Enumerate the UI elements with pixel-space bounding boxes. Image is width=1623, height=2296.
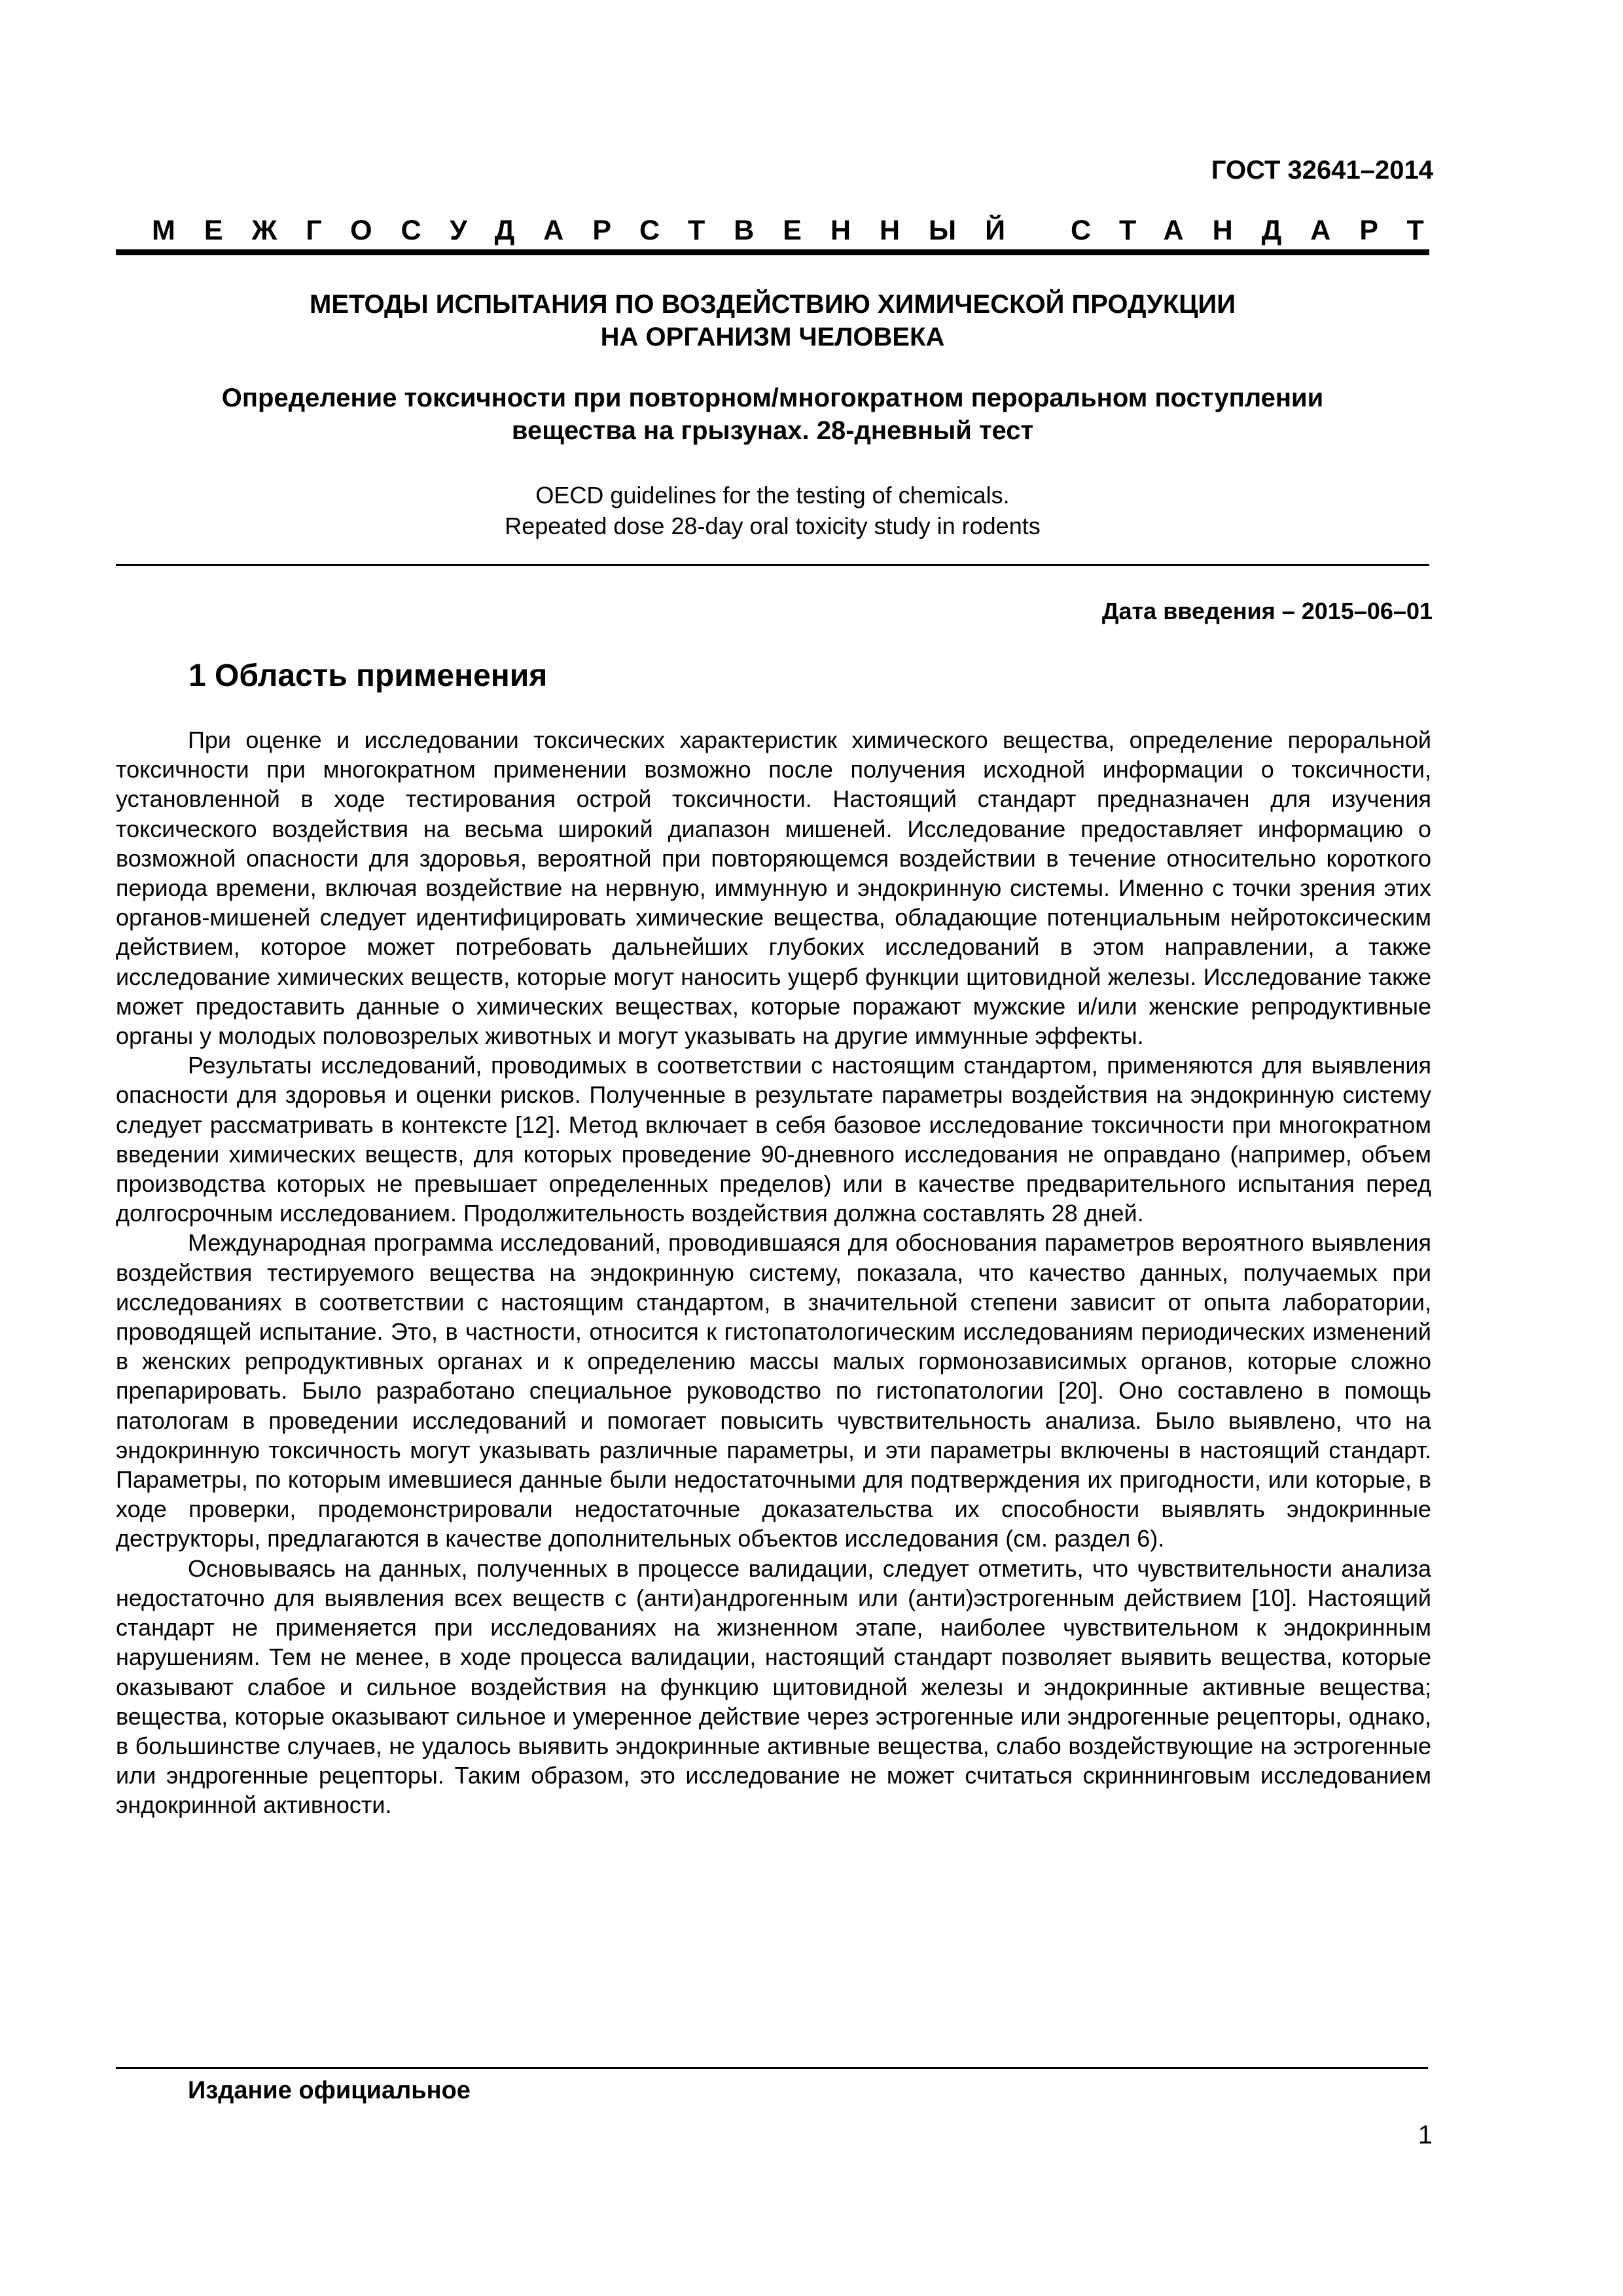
- header-divider: [116, 249, 1429, 255]
- introduction-date: Дата введения – 2015–06–01: [1101, 598, 1433, 624]
- paragraph: Основываясь на данных, полученных в процессе валидации, следует отметить, что чувствительности анализа недостаточно для выявления всех веществ с (анти)андрогенным или (анти)эстрогенным действием [10]. Настоящий стандарт не применяется при исследованиях на жизненном этапе, наиболее чувствительном к эндокринным нарушениям. Тем не менее, в ходе процесса валидации, настоящий стандарт позволяет выявить вещества, которые оказывают слабое и сильное воздействия на функцию щитовидной железы и эндокринные активные вещества; вещества, которые оказывают сильное и умеренное действие через эстрогенные или эндрогенные рецепторы, однако, в большинстве случаев, не удалось выявить эндокринные активные вещества, слабо воздействующие на эстрогенные или эндрогенные рецепторы. Таким образом, это исследование не может считаться скриннинговым исследованием эндокринной активности.: [116, 1554, 1431, 1819]
- paragraph: При оценке и исследовании токсических характеристик химического вещества, определение пероральной токсичности при многократном применении возможно после получения исходной информации о токсичности, установленной в ходе тестирования острой токсичности. Настоящий стандарт предназначен для изучения токсического воздействия на весьма широкий диапазон мишеней. Исследование предоставляет информацию о возможной опасности для здоровья, вероятной при повторяющемся воздействии в течение относительно короткого периода времени, включая воздействие на нервную, иммунную и эндокринную системы. Именно с точки зрения этих органов-мишеней следует идентифицировать химические вещества, обладающие потенциальным нейротоксическим действием, которое может потребовать дальнейших глубоких исследований в этом направлении, а также исследование химических веществ, которые могут наносить ущерб функции щитовидной железы. Исследование также может предоставить данные о химических веществах, которые поражают мужские и/или женские репродуктивные органы у молодых половозрелых животных и могут указывать на другие иммунные эффекты.: [116, 726, 1431, 1050]
- section-heading: 1 Область применения: [188, 658, 548, 693]
- title-divider: [116, 564, 1429, 566]
- main-title-line-1: МЕТОДЫ ИСПЫТАНИЯ ПО ВОЗДЕЙСТВИЮ ХИМИЧЕСКОЙ ПРОДУКЦИИ: [310, 290, 1236, 319]
- footer-divider: [116, 2067, 1428, 2069]
- section-body: [116, 725, 1431, 1820]
- main-title: [116, 288, 1429, 353]
- paragraph: Международная программа исследований, проводившаяся для обоснования параметров вероятного выявления воздействия тестируемого вещества на эндокринную систему, показала, что качество данных, получаемых при исследованиях в соответствии с настоящим стандартом, в значительной степени зависит от опыта лаборатории, проводящей испытание. Это, в частности, относится к гистопатологическим исследованиям периодических изменений в женских репродуктивных органах и к определению массы малых гормонозависимых органов, которые сложно препарировать. Было разработано специальное руководство по гистопатологии [20]. Оно составлено в помощь патологам в проведении исследований и помогает повысить чувствительность анализа. Было выявлено, что на эндокринную токсичность могут указывать различные параметры, и эти параметры включены в настоящий стандарт. Параметры, по которым имевшиеся данные были недостаточными для подтверждения их пригодности, или которые, в ходе проверки, продемонстрировали недостаточные доказательства их способности выявлять эндокринные деструкторы, предлагаются в качестве дополнительных объектов исследования (см. раздел 6).: [116, 1229, 1431, 1552]
- subtitle-line-2: вещества на грызунах. 28-дневный тест: [511, 416, 1034, 445]
- document-code: ГОСТ 32641–2014: [1211, 156, 1433, 185]
- subtitle: [116, 382, 1429, 447]
- official-edition-label: Издание официальное: [188, 2077, 471, 2104]
- english-title-line-1: OECD guidelines for the testing of chemicals.: [535, 482, 1010, 509]
- standard-banner: МЕЖГОСУДАРСТВЕННЫЙ СТАНДАРТ: [152, 215, 1453, 246]
- main-title-line-2: НА ОРГАНИЗМ ЧЕЛОВЕКА: [600, 323, 945, 351]
- paragraph: Результаты исследований, проводимых в соответствии с настоящим стандартом, применяются для выявления опасности для здоровья и оценки рисков. Полученные в результате параметры воздействия на эндокринную систему следует рассматривать в контексте [12]. Метод включает в себя базовое исследование токсичности при многократном введении химических веществ, для которых проведение 90-дневного исследования не оправдано (например, объем производства которых не превышает определенных пределов) или в качестве предварительного испытания перед долгосрочным исследованием. Продолжительность воздействия должна составлять 28 дней.: [116, 1052, 1431, 1227]
- english-title-line-2: Repeated dose 28-day oral toxicity study in rodents: [505, 512, 1041, 539]
- page-number: 1: [1418, 2121, 1433, 2149]
- subtitle-line-1: Определение токсичности при повторном/многократном пероральном поступлении: [221, 384, 1324, 412]
- english-title: [116, 480, 1429, 541]
